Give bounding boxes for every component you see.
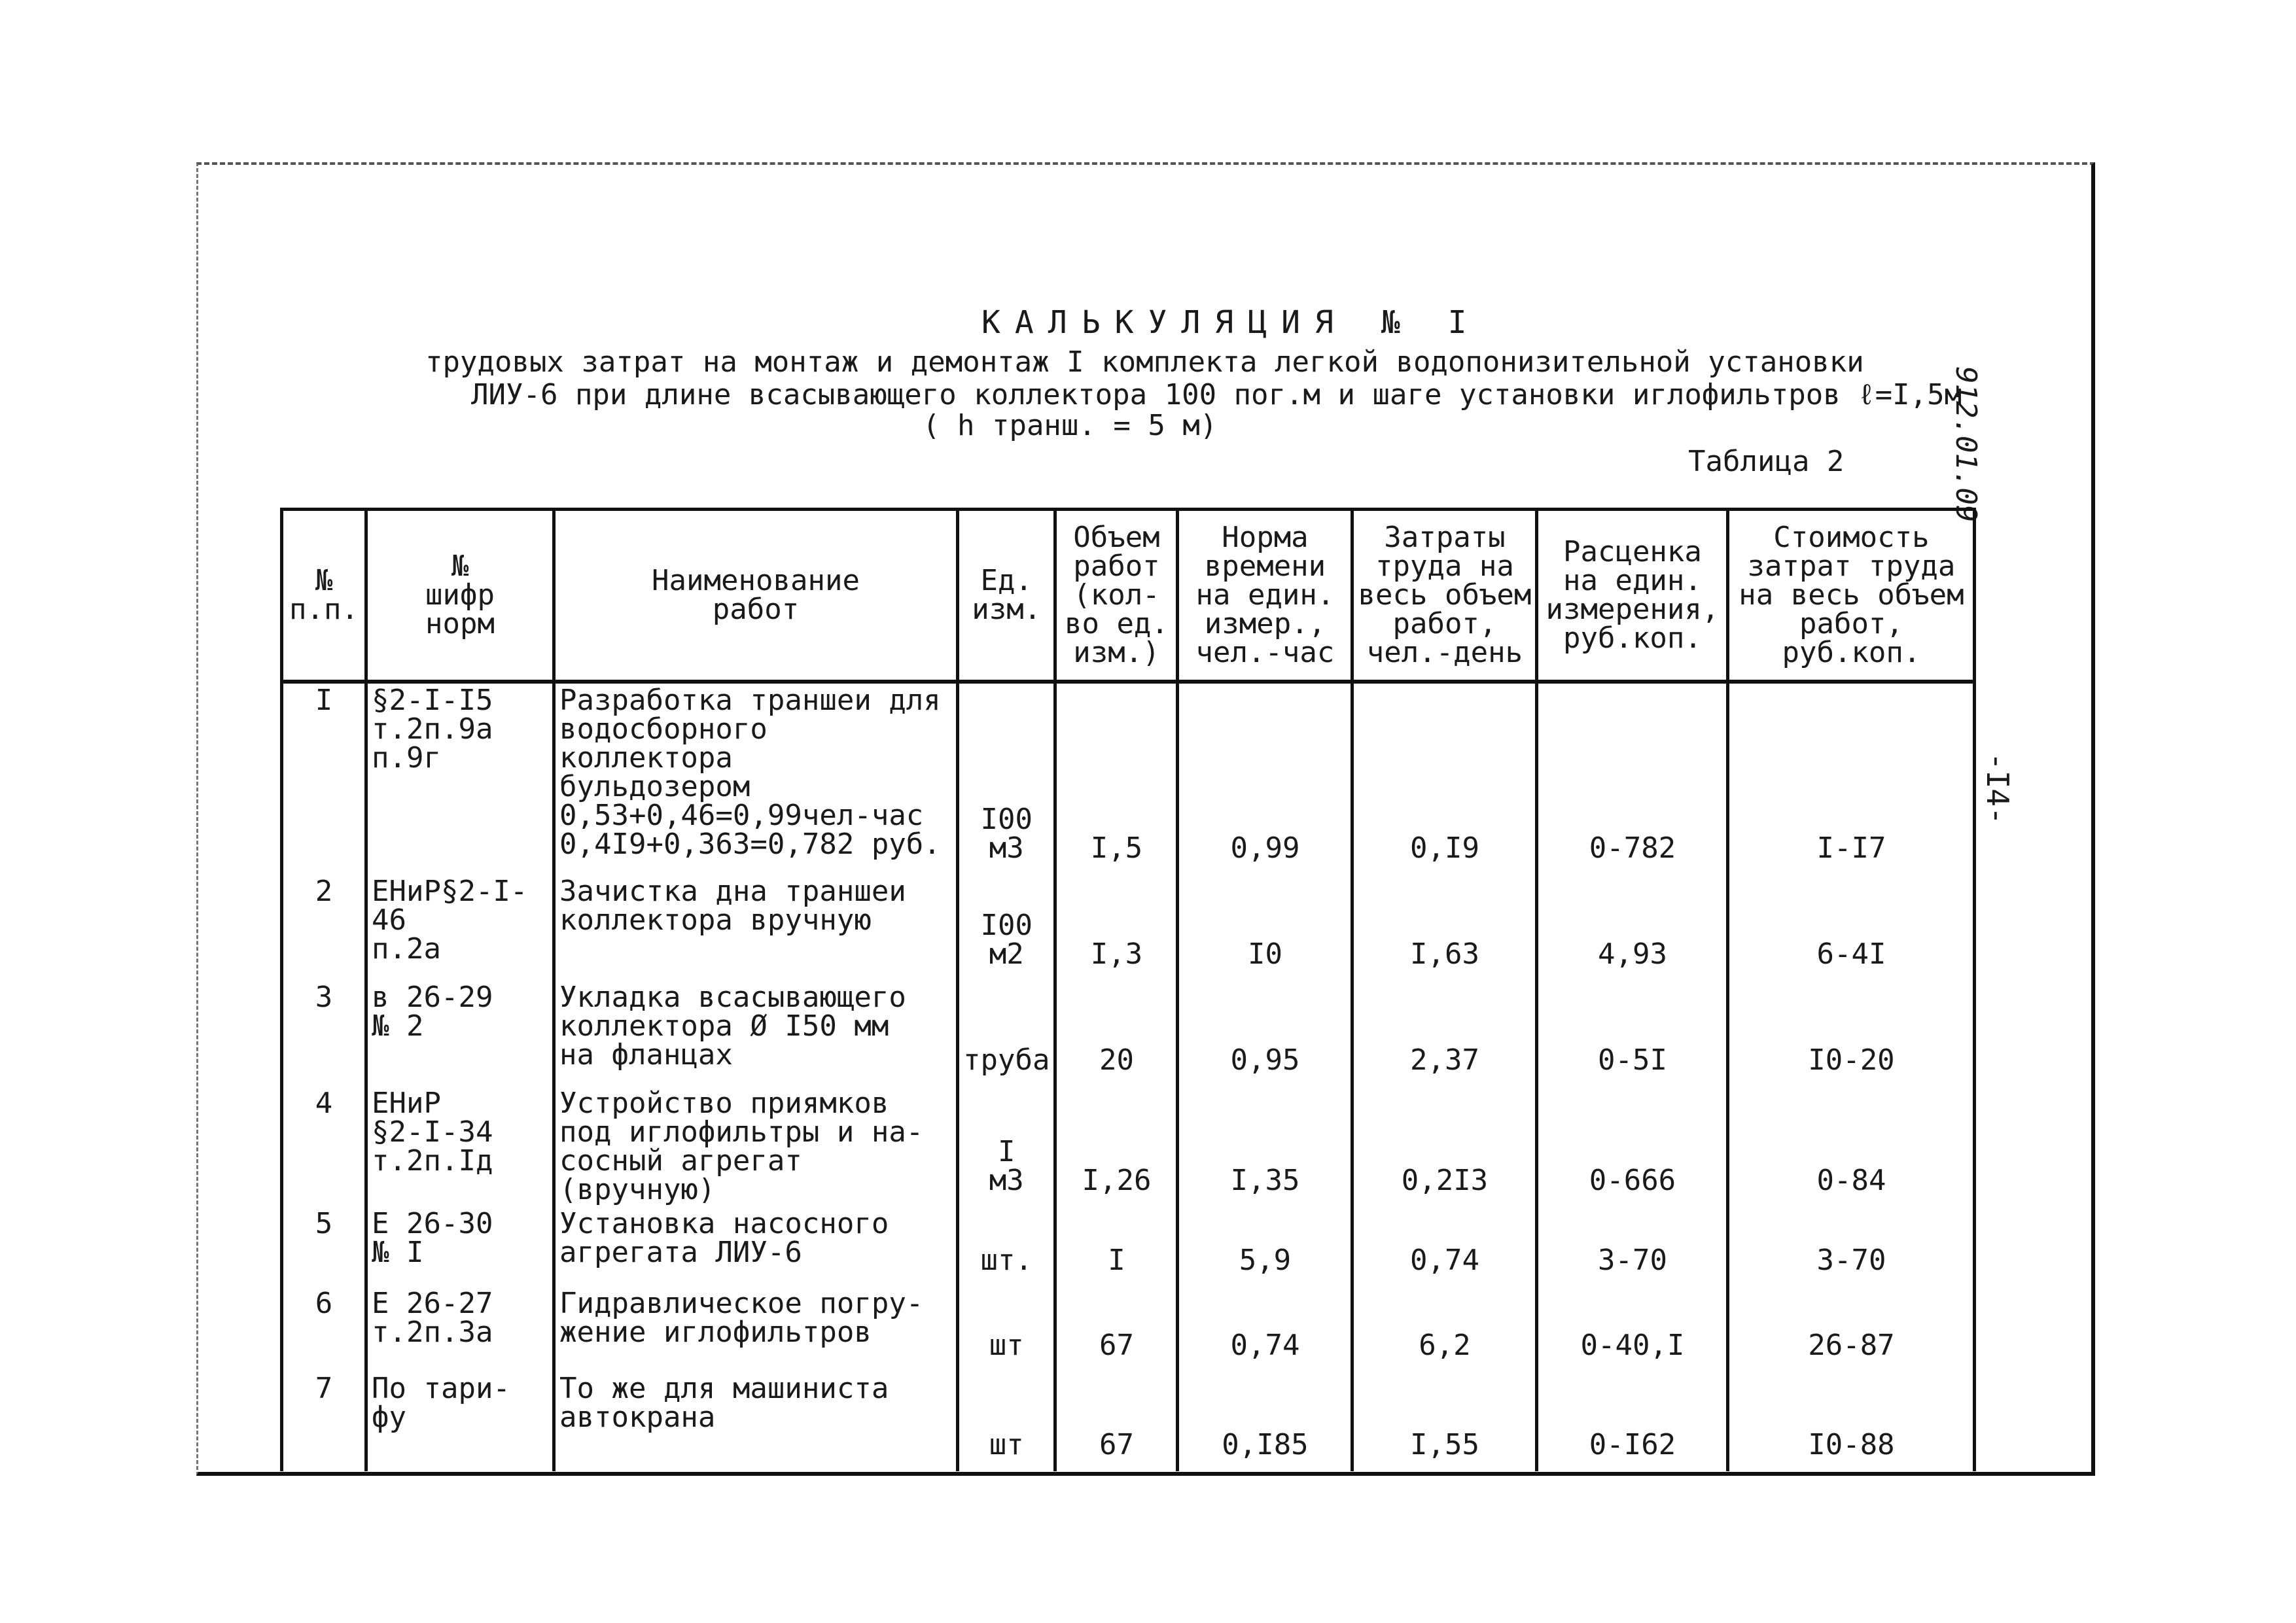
row-code: §2-I-I5 т.2п.9а п.9г [366, 682, 554, 875]
header-cost: Стоимость затрат труда на весь объем работ, руб.коп. [1728, 510, 1975, 682]
table-row [282, 1372, 1975, 1471]
row-cost: 26-87 [1728, 1287, 1975, 1372]
header-norm: Норма времени на един. измер., чел.-час [1178, 510, 1352, 682]
table-row [282, 875, 1975, 981]
row-norm: 0,74 [1178, 1287, 1352, 1372]
row-norm: I,35 [1178, 1087, 1352, 1207]
row-labor: I,55 [1352, 1372, 1537, 1471]
row-number: 6 [282, 1287, 366, 1372]
row-unit: труба [958, 981, 1055, 1087]
subtitle-line-1: трудовых затрат на монтаж и демонтаж I комплекта легкой водопонизительной установки [425, 345, 1864, 379]
row-labor: 2,37 [1352, 981, 1537, 1087]
row-volume: I,3 [1055, 875, 1178, 981]
row-volume: I,26 [1055, 1087, 1178, 1207]
row-norm: 5,9 [1178, 1207, 1352, 1287]
row-labor: 0,74 [1352, 1207, 1537, 1287]
row-work-name: Укладка всасывающего коллектора Ø I50 мм на фланцах [554, 981, 958, 1087]
row-volume: 67 [1055, 1372, 1178, 1471]
document-title: КАЛЬКУЛЯЦИЯ № I [981, 304, 1481, 341]
header-volume: Объем работ (кол- во ед. изм.) [1055, 510, 1178, 682]
row-number: 5 [282, 1207, 366, 1287]
row-work-name: Зачистка дна траншеи коллектора вручную [554, 875, 958, 981]
row-rate: 3-70 [1537, 1207, 1728, 1287]
row-work-name: Установка насосного агрегата ЛИУ-6 [554, 1207, 958, 1287]
row-cost: I0-20 [1728, 981, 1975, 1087]
header-labor: Затраты труда на весь объем работ, чел.-день [1352, 510, 1537, 682]
row-unit: I00 м2 [958, 875, 1055, 981]
row-labor: 0,I9 [1352, 682, 1537, 875]
subtitle-line-2: ЛИУ-6 при длине всасывающего коллектора 100 пог.м и шаге установки иглофильтров ℓ=I,5м [471, 378, 1962, 411]
table-header-row [282, 510, 1975, 682]
header-rate: Расценка на един. измерения, руб.коп. [1537, 510, 1728, 682]
row-labor: I,63 [1352, 875, 1537, 981]
row-labor: 0,2I3 [1352, 1087, 1537, 1207]
row-code: ЕНиР§2-I-46 п.2а [366, 875, 554, 981]
table-row [282, 1287, 1975, 1372]
row-labor: 6,2 [1352, 1287, 1537, 1372]
row-code: ЕНиР §2-I-34 т.2п.Iд [366, 1087, 554, 1207]
row-work-name: То же для машиниста автокрана [554, 1372, 958, 1471]
row-cost: 6-4I [1728, 875, 1975, 981]
row-cost: I-I7 [1728, 682, 1975, 875]
row-rate: 0-I62 [1537, 1372, 1728, 1471]
row-work-name: Гидравлическое погру- жение иглофильтров [554, 1287, 958, 1372]
row-work-name: Разработка траншеи для водосборного коллектора бульдозером 0,53+0,46=0,99чел-час 0,4I9+0,363=0,782 руб. [554, 682, 958, 875]
row-code: По тари- фу [366, 1372, 554, 1471]
row-code: Е 26-30 № I [366, 1207, 554, 1287]
row-norm: 0,95 [1178, 981, 1352, 1087]
row-number: I [282, 682, 366, 875]
header-work-name: Наименование работ [554, 510, 958, 682]
row-cost: 3-70 [1728, 1207, 1975, 1287]
table-row [282, 981, 1975, 1087]
row-cost: I0-88 [1728, 1372, 1975, 1471]
calculation-table [280, 508, 1976, 1471]
row-volume: I,5 [1055, 682, 1178, 875]
row-rate: 0-40,I [1537, 1287, 1728, 1372]
row-rate: 4,93 [1537, 875, 1728, 981]
row-rate: 0-782 [1537, 682, 1728, 875]
table-label: Таблица 2 [1688, 445, 1845, 478]
subtitle-line-3: ( h транш. = 5 м) [923, 409, 1218, 442]
header-number: № п.п. [282, 510, 366, 682]
row-number: 4 [282, 1087, 366, 1207]
row-unit: шт [958, 1287, 1055, 1372]
table-row [282, 682, 1975, 875]
row-number: 2 [282, 875, 366, 981]
row-norm: 0,I85 [1178, 1372, 1352, 1471]
row-number: 7 [282, 1372, 366, 1471]
row-work-name: Устройство приямков под иглофильтры и на- сосный агрегат (вручную) [554, 1087, 958, 1207]
row-unit: шт [958, 1372, 1055, 1471]
row-volume: 67 [1055, 1287, 1178, 1372]
row-rate: 0-666 [1537, 1087, 1728, 1207]
page-number: -I4- [1980, 752, 2015, 825]
row-unit: I00 м3 [958, 682, 1055, 875]
table-row [282, 1207, 1975, 1287]
row-volume: 20 [1055, 981, 1178, 1087]
row-unit: шт. [958, 1207, 1055, 1287]
document-stamp: 912.01.09 [1949, 366, 1983, 523]
row-norm: 0,99 [1178, 682, 1352, 875]
header-code: № шифр норм [366, 510, 554, 682]
table-row [282, 1087, 1975, 1207]
row-norm: I0 [1178, 875, 1352, 981]
row-cost: 0-84 [1728, 1087, 1975, 1207]
row-unit: I м3 [958, 1087, 1055, 1207]
row-number: 3 [282, 981, 366, 1087]
row-volume: I [1055, 1207, 1178, 1287]
header-unit: Ед. изм. [958, 510, 1055, 682]
row-rate: 0-5I [1537, 981, 1728, 1087]
row-code: Е 26-27 т.2п.3а [366, 1287, 554, 1372]
row-code: в 26-29 № 2 [366, 981, 554, 1087]
